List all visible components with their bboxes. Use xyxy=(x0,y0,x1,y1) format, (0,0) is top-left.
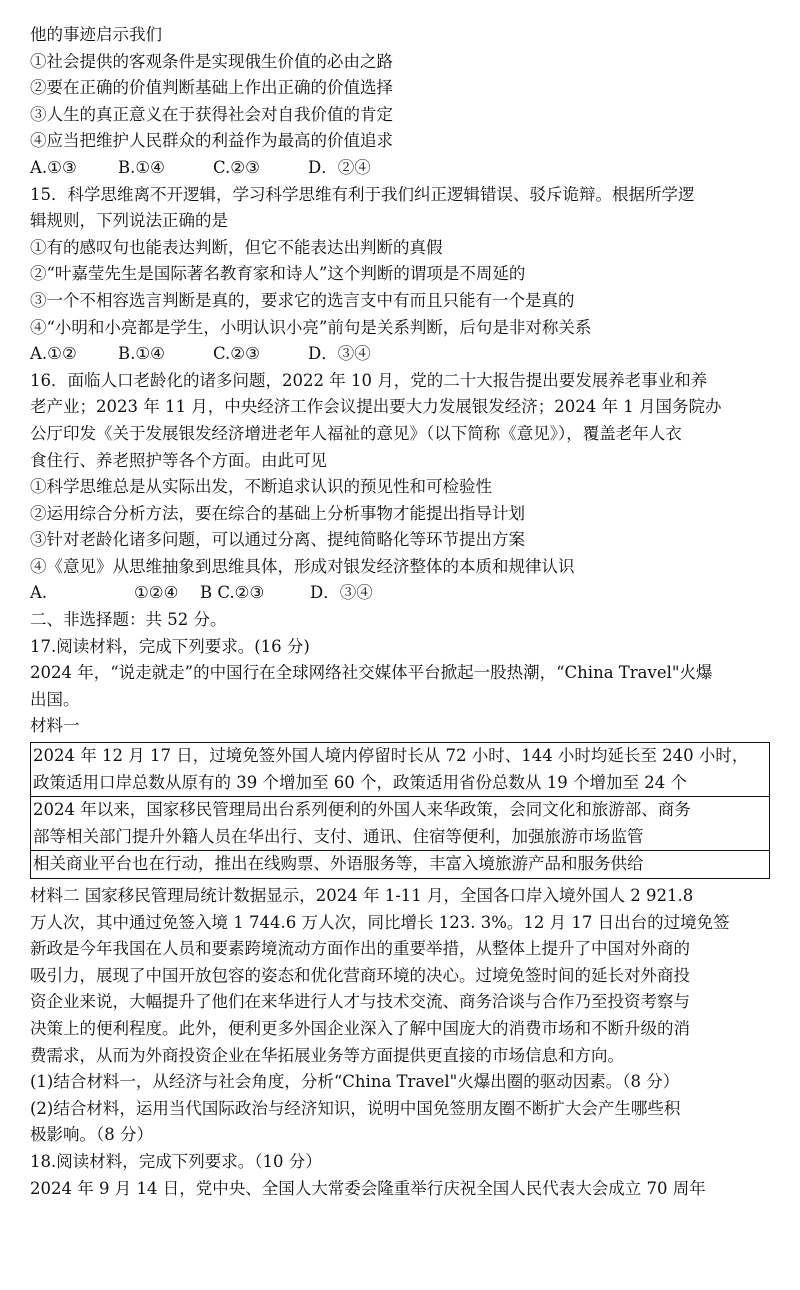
q15-options xyxy=(30,341,770,368)
q17-question-1: (1)结合材料一，从经济与社会角度，分析“China Travel"火爆出圈的驱动因素。（8 分） xyxy=(30,1072,680,1092)
q16-stem-2: 老产业；2023 年 11 月，中央经济工作会议提出要大力发展银发经济；2024 年 1 月国务院办 xyxy=(30,397,722,417)
q16-option-a-value: ①②④ xyxy=(134,583,179,603)
q16-item-4: ④《意见》从思维抽象到思维具体，形成对银发经济整体的本质和规律认识 xyxy=(30,556,575,576)
q18-intro: 2024 年 9 月 14 日，党中央、全国人大常委会隆重举行庆祝全国人民代表大会成立 70 周年 xyxy=(30,1178,706,1198)
q16-item-3: ③针对老龄化诸多问题，可以通过分离、提纯简略化等环节提出方案 xyxy=(30,530,525,550)
material-2-line-4: 吸引力，展现了中国开放包容的姿态和优化营商环境的决心。过境免签时间的延长对外商投 xyxy=(30,965,690,985)
q16-option-d: D．③④ xyxy=(310,583,373,603)
exam-page xyxy=(30,22,770,1202)
q16-item-2: ②运用综合分析方法，要在综合的基础上分析事物才能提出指导计划 xyxy=(30,503,525,523)
q14-options xyxy=(30,155,770,182)
q15-item-2: ②“叶嘉莹先生是国际著名教育家和诗人”这个判断的谓项是不周延的 xyxy=(30,264,526,284)
material-2-line-5: 资企业来说，大幅提升了他们在来华进行人才与技术交流、商务洽谈与合作乃至投资考察与 xyxy=(30,992,690,1012)
q14-stem-end: 他的事迹启示我们 xyxy=(30,25,162,44)
q15-stem-1: 15．科学思维离不开逻辑，学习科学思维有利于我们纠正逻辑错误、驳斥诡辩。根据所学逻 xyxy=(30,184,695,204)
q16-stem-4: 食住行、养老照护等各个方面。由此可见 xyxy=(30,450,327,470)
q16-option-a: A. xyxy=(30,583,48,603)
q15-option-d: D．③④ xyxy=(308,344,371,364)
q16-item-1: ①科学思维总是从实际出发，不断追求认识的预见性和可检验性 xyxy=(30,477,492,497)
q15-item-1: ①有的感叹句也能表达判断，但它不能表达出判断的真假 xyxy=(30,237,443,257)
material-2-line-6: 决策上的便利程度。此外，便利更多外国企业深入了解中国庞大的消费市场和不断升级的消 xyxy=(30,1018,690,1038)
q15-item-4: ④“小明和小亮都是学生，小明认识小亮”前句是关系判断，后句是非对称关系 xyxy=(30,317,592,337)
q15-option-c: C.②③ xyxy=(213,344,260,364)
q15-item-3: ③一个不相容选言判断是真的，要求它的选言支中有而且只能有一个是真的 xyxy=(30,290,575,310)
q17-intro-2: 出国。 xyxy=(30,689,80,709)
material-1-row-1-line-1: 2024 年 12 月 17 日，过境免签外国人境内停留时长从 72 小时、144 小时均延长至 240 小时， xyxy=(33,746,749,766)
material-1-label: 材料一 xyxy=(30,716,80,736)
q16-stem-1: 16．面临人口老龄化的诸多问题，2022 年 10 月，党的二十大报告提出要发展养老事业和养 xyxy=(30,370,708,390)
material-1-row-1-line-2: 政策适用口岸总数从原有的 39 个增加至 60 个，政策适用省份总数从 19 个增加至 24 个 xyxy=(33,772,687,792)
q17-question-2-cont: 极影响。（8 分） xyxy=(30,1125,153,1145)
q15-stem-2: 辑规则，下列说法正确的是 xyxy=(30,211,228,231)
q16-options xyxy=(30,580,770,607)
material-2-line-2: 万人次，其中通过免签入境 1 744.6 万人次，同比增长 123. 3%。12 月 17 日出台的过境免签 xyxy=(30,912,730,932)
q16-stem-3: 公厅印发《关于发展银发经济增进老年人福祉的意见》（以下简称《意见》），覆盖老年人衣 xyxy=(30,423,682,443)
section-2-heading: 二、非选择题：共 52 分。 xyxy=(30,610,227,630)
q14-item-2: ②要在正确的价值判断基础上作出正确的价值选择 xyxy=(30,78,393,98)
q15-option-b: B.①④ xyxy=(118,344,165,364)
q14-option-a: A.①③ xyxy=(30,157,77,177)
material-1-table xyxy=(30,742,770,879)
q14-option-b: B.①④ xyxy=(118,157,165,177)
q14-item-3: ③人生的真正意义在于获得社会对自我价值的肯定 xyxy=(30,104,393,124)
material-1-row xyxy=(31,797,769,851)
q17-intro-1: 2024 年，“说走就走”的中国行在全球网络社交媒体平台掀起一股热潮，“China Travel"火爆 xyxy=(30,663,713,683)
material-2-line-3: 新政是今年我国在人员和要素跨境流动方面作出的重要举措，从整体上提升了中国对外商的 xyxy=(30,939,690,959)
material-1-row-3-line-1: 相关商业平台也在行动，推出在线购票、外语服务等，丰富入境旅游产品和服务供给 xyxy=(33,854,644,874)
material-1-row xyxy=(31,743,769,797)
material-2-line-7: 费需求，从而为外商投资企业在华拓展业务等方面提供更直接的市场信息和方向。 xyxy=(30,1045,624,1065)
q17-title: 17.阅读材料，完成下列要求。(16 分) xyxy=(30,636,310,656)
material-1-row-2-line-2: 部等相关部门提升外籍人员在华出行、支付、通讯、住宿等便利，加强旅游市场监管 xyxy=(33,826,644,846)
q14-option-d: D．②④ xyxy=(308,157,371,177)
q15-option-a: A.①② xyxy=(30,344,77,364)
q18-title: 18.阅读材料，完成下列要求。（10 分） xyxy=(30,1151,322,1171)
material-2-line-1: 材料二 国家移民管理局统计数据显示，2024 年 1-11 月，全国各口岸入境外国人 2 921.8 xyxy=(30,886,694,905)
material-1-row xyxy=(31,851,769,878)
q17-question-2: (2)结合材料，运用当代国际政治与经济知识，说明中国免签朋友圈不断扩大会产生哪些积 xyxy=(30,1098,681,1118)
q16-option-bc: B C.②③ xyxy=(200,583,265,603)
q14-item-1: ①社会提供的客观条件是实现俄生价值的必由之路 xyxy=(30,51,393,71)
q14-option-c: C.②③ xyxy=(213,157,260,177)
material-1-row-2-line-1: 2024 年以来，国家移民管理局出台系列便利的外国人来华政策，会同文化和旅游部、商务 xyxy=(33,800,691,820)
q14-item-4: ④应当把维护人民群众的利益作为最高的价值追求 xyxy=(30,131,393,151)
